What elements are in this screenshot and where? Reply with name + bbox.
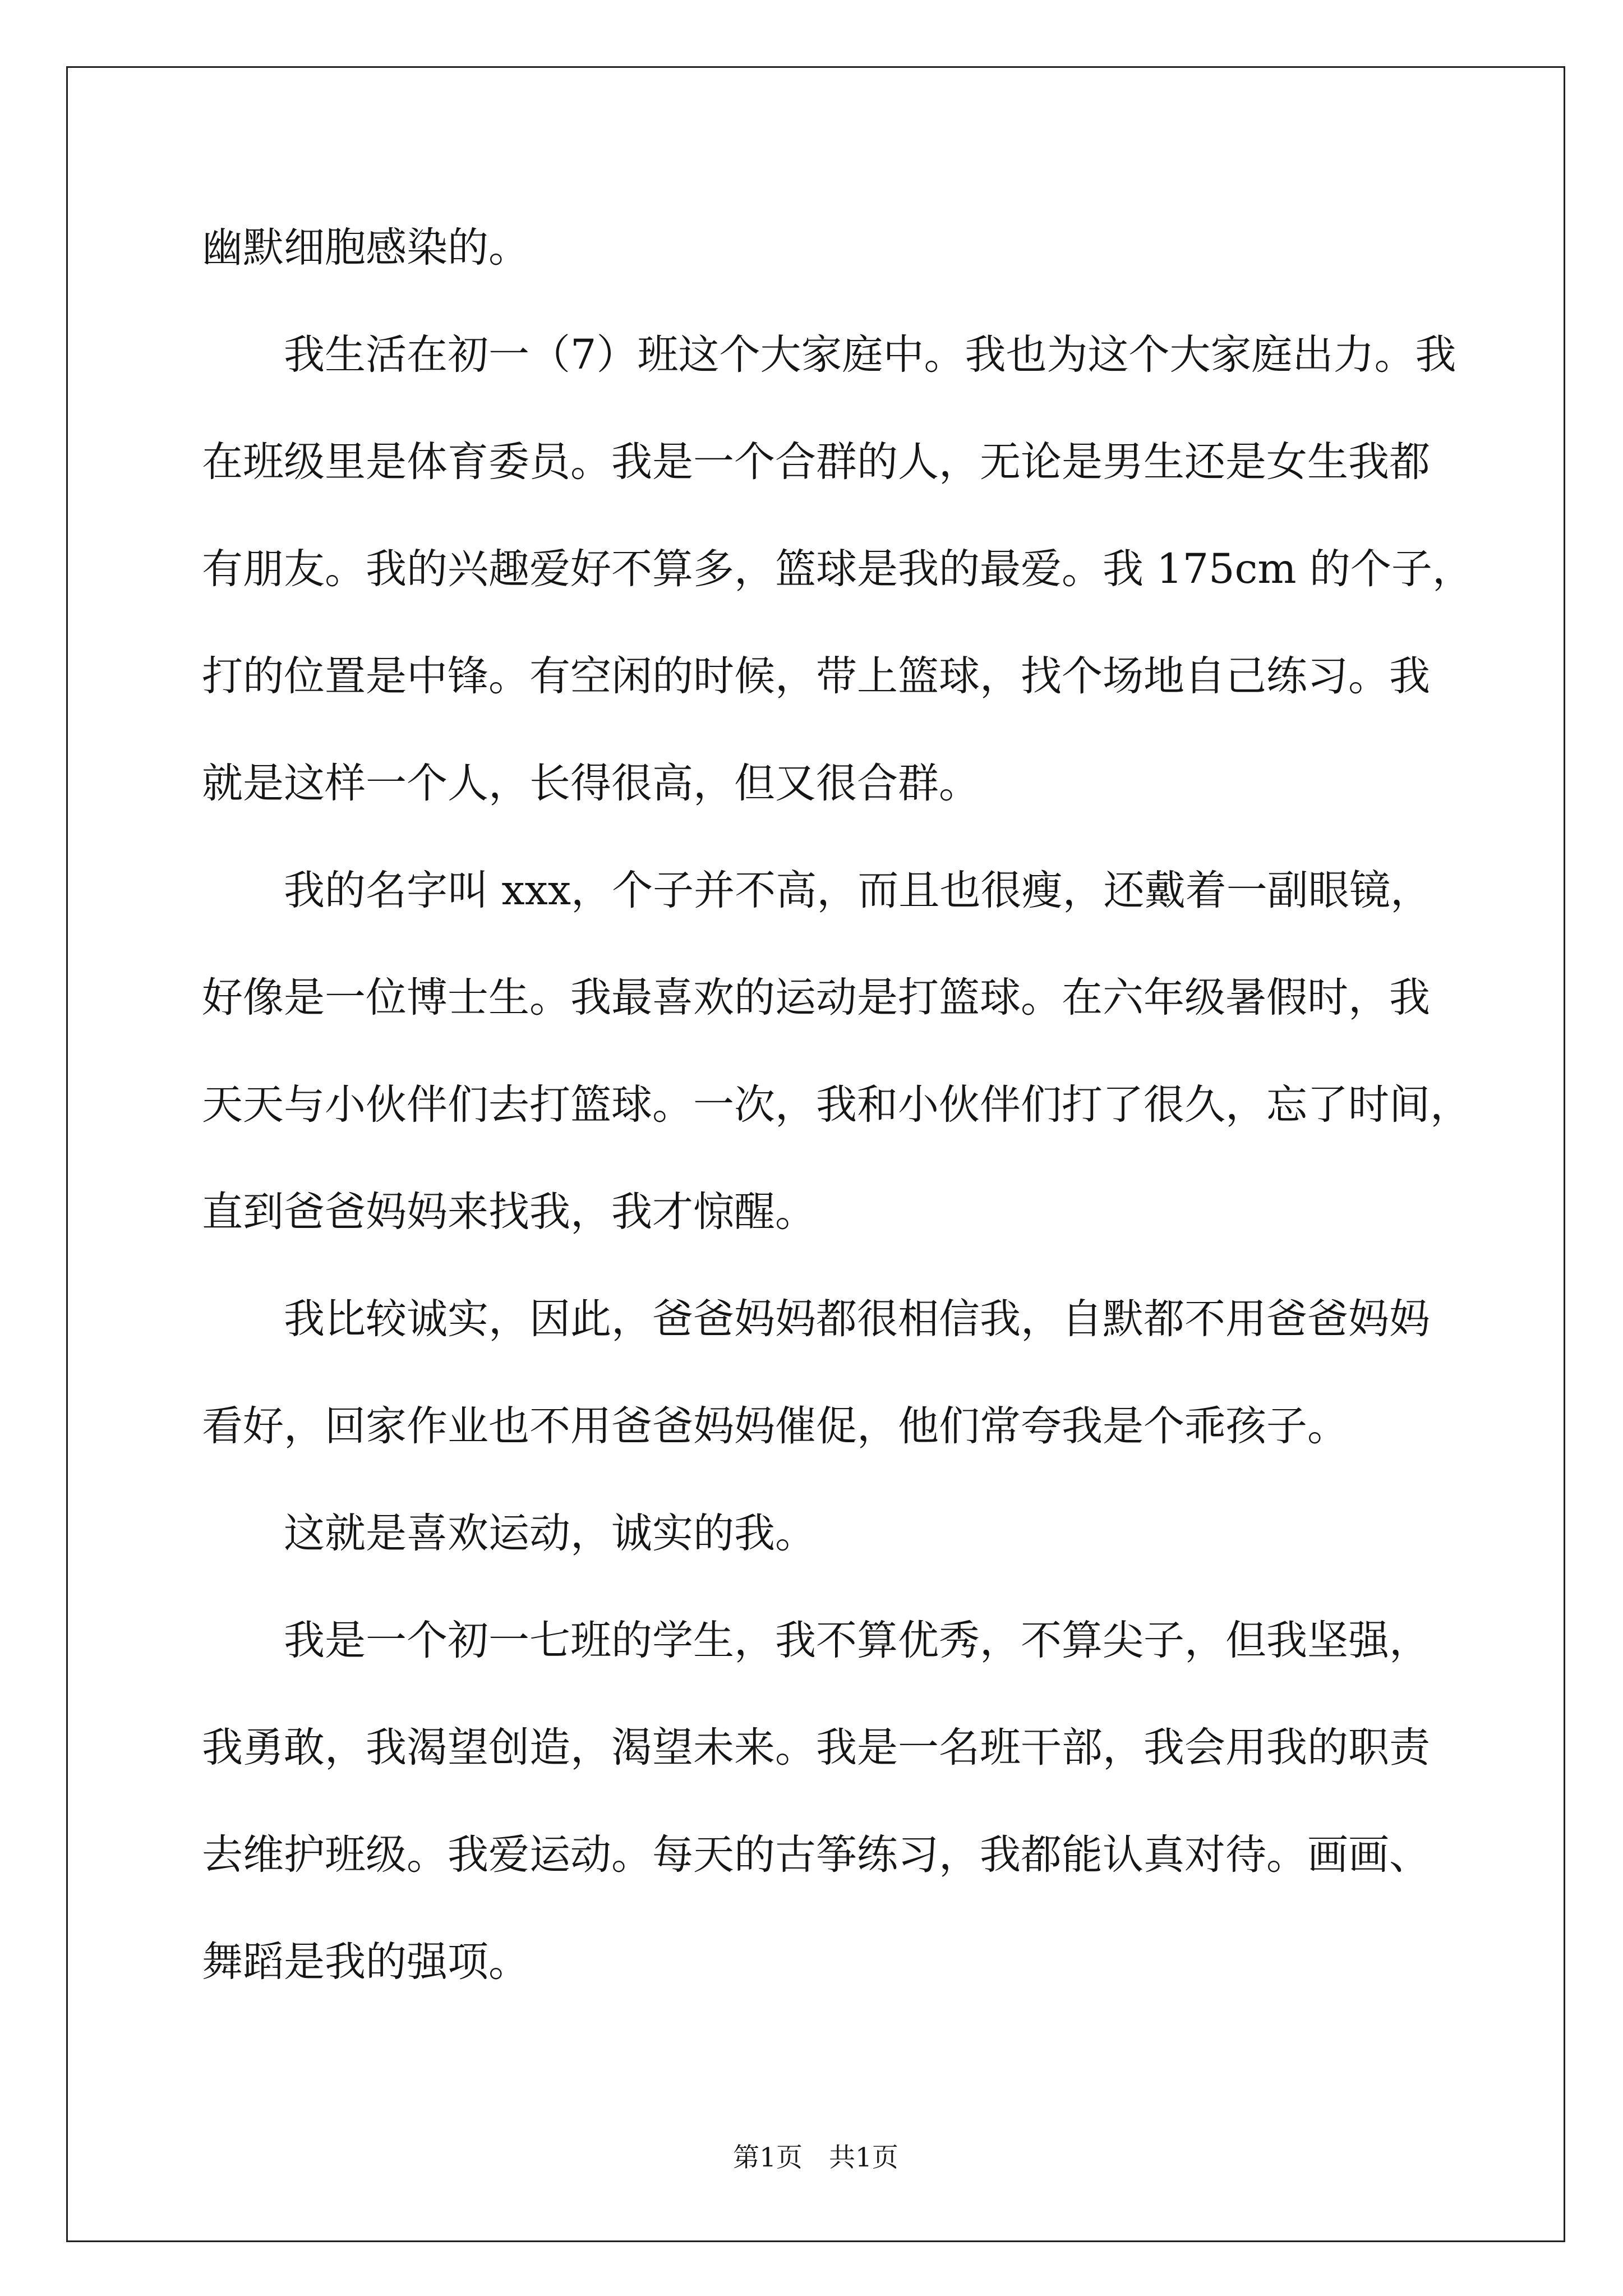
text-line: 好像是一位博士生。我最喜欢的运动是打篮球。在六年级暑假时，我: [202, 974, 1430, 1022]
paragraph: [202, 1480, 1431, 1587]
text-line: 我勇敢，我渴望创造，渴望未来。我是一名班干部，我会用我的职责: [202, 1724, 1430, 1772]
text-line: 我比较诚实，因此，爸爸妈妈都很相信我，自默都不用爸爸妈妈: [284, 1295, 1430, 1343]
page-number-footer: 第1页 共1页: [733, 2142, 898, 2173]
text-line: 我是一个初一七班的学生，我不算优秀，不算尖子，但我坚强，: [284, 1617, 1430, 1664]
text-line: 在班级里是体育委员。我是一个合群的人，无论是男生还是女生我都: [202, 438, 1430, 486]
text-line: 直到爸爸妈妈来找我，我才惊醒。: [202, 1188, 816, 1236]
text-line: 我生活在初一（7）班这个大家庭中。我也为这个大家庭出力。我: [284, 331, 1456, 379]
text-line: 我的名字叫 xxx，个子并不高，而且也很瘦，还戴着一副眼镜，: [284, 867, 1431, 914]
text-line: 幽默细胞感染的。: [202, 224, 529, 272]
paragraph: [202, 837, 1471, 1266]
paragraph: [202, 1266, 1431, 1480]
paragraph: [202, 1587, 1431, 2016]
paragraph: [202, 301, 1473, 837]
text-line: 就是这样一个人，长得很高，但又很合群。: [202, 760, 980, 807]
text-line: 这就是喜欢运动，诚实的我。: [284, 1510, 816, 1557]
text-line: 有朋友。我的兴趣爱好不算多，篮球是我的最爱。我 175cm 的个子，: [202, 545, 1473, 593]
document-body: [202, 194, 1473, 2016]
text-line: 去维护班级。我爱运动。每天的古筝练习，我都能认真对待。画画、: [202, 1831, 1430, 1879]
text-line: 打的位置是中锋。有空闲的时候，带上篮球，找个场地自己练习。我: [202, 652, 1430, 700]
text-line: 看好，回家作业也不用爸爸妈妈催促，他们常夸我是个乖孩子。: [202, 1402, 1348, 1450]
text-line: 舞蹈是我的强项。: [202, 1938, 529, 1986]
paragraph: [202, 194, 1431, 301]
text-line: 天天与小伙伴们去打篮球。一次，我和小伙伴们打了很久，忘了时间，: [202, 1081, 1471, 1129]
